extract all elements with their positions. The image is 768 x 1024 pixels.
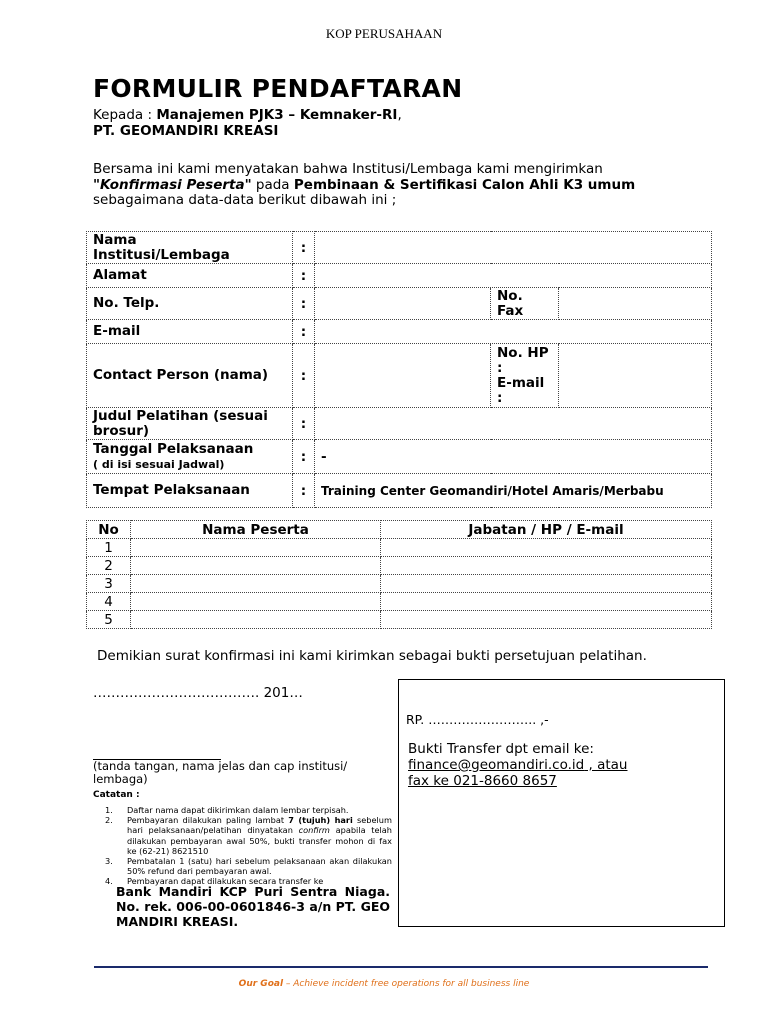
header-no: No: [87, 521, 131, 539]
row-number: 5: [87, 611, 131, 629]
row-contact: [87, 344, 712, 408]
table-row: [87, 611, 712, 629]
label-alamat: Alamat: [87, 264, 293, 288]
catatan-title: Catatan :: [93, 790, 140, 800]
label-tanggal: Tanggal Pelaksanaan ( di isi sesuai Jadwal): [87, 440, 293, 474]
colon: :: [293, 320, 315, 344]
bank-details: Bank Mandiri KCP Puri Sentra Niaga. No. rek. 006-00-0601846-3 a/n PT. GEO MANDIRI KREASI.: [116, 884, 390, 929]
peserta-nama-cell[interactable]: [131, 575, 381, 593]
footer-goal: Our Goal – Achieve incident free operations for all business line: [238, 979, 530, 989]
list-item: 1. Daftar nama dapat dikirimkan dalam lembar terpisah.: [105, 805, 349, 815]
kepada-block: [93, 107, 402, 139]
input-fax[interactable]: [559, 288, 712, 320]
label-judul: Judul Pelatihan (sesuai brosur): [87, 408, 293, 440]
input-email[interactable]: [315, 320, 712, 344]
input-contact-person[interactable]: [315, 344, 491, 408]
row-number: 4: [87, 593, 131, 611]
finance-email-prefix: finance@: [408, 757, 472, 773]
row-tanggal: [87, 440, 712, 474]
kepada-line1: Manajemen PJK3 – Kemnaker-RI: [156, 107, 398, 123]
peserta-table: [86, 520, 712, 629]
peserta-jabatan-cell[interactable]: [381, 593, 712, 611]
row-number: 3: [87, 575, 131, 593]
transfer-line1: Bukti Transfer dpt email ke:: [408, 741, 594, 757]
list-item: 4. Pembayaran dapat dilakukan secara transfer ke: [105, 876, 324, 887]
list-item: 2. Pembayaran dilakukan paling lambat 7 (tujuh) hari sebelum hari pelaksanaan/pelatihan dinyatakan confirm apabila telah dilakukan pembayaran awal 50%, bukti transfer mohon di fax ke (62-21) 8621510: [105, 815, 393, 856]
peserta-nama-cell[interactable]: [131, 593, 381, 611]
colon: :: [293, 288, 315, 320]
intro-line1: Bersama ini kami menyatakan bahwa Institusi/Lembaga kami mengirimkan: [93, 161, 603, 177]
peserta-jabatan-cell[interactable]: [381, 611, 712, 629]
signature-note: (tanda tangan, nama jelas dan cap institusi/ lembaga): [93, 759, 348, 786]
intro-line3: sebagaimana data-data berikut dibawah ini ;: [93, 192, 397, 208]
row-number: 1: [87, 539, 131, 557]
label-hp-email: No. HP : E-mail :: [491, 344, 559, 408]
input-tanggal[interactable]: -: [315, 440, 712, 474]
colon: :: [293, 264, 315, 288]
row-nama: [87, 232, 712, 264]
intro-program: Pembinaan & Sertifikasi Calon Ahli K3 umum: [293, 176, 636, 193]
peserta-jabatan-cell[interactable]: [381, 575, 712, 593]
row-judul: [87, 408, 712, 440]
row-tempat: [87, 474, 712, 508]
table-row: [87, 593, 712, 611]
input-tempat[interactable]: Training Center Geomandiri/Hotel Amaris/Merbabu: [315, 474, 712, 508]
info-table: [86, 231, 712, 508]
peserta-jabatan-cell[interactable]: [381, 539, 712, 557]
peserta-nama-cell[interactable]: [131, 611, 381, 629]
rp-amount: RP. …………………….. ,-: [406, 712, 549, 727]
label-contact-person: Contact Person (nama): [87, 344, 293, 408]
footer-divider: [94, 966, 708, 968]
table-row: [87, 575, 712, 593]
row-email: [87, 320, 712, 344]
kop-perusahaan: KOP PERUSAHAAN: [325, 26, 443, 41]
intro-pada: pada: [251, 176, 294, 193]
colon: :: [293, 474, 315, 508]
intro-paragraph: [93, 162, 713, 209]
table-row: [87, 539, 712, 557]
colon: :: [293, 440, 315, 474]
kepada-line2: PT. GEOMANDIRI KREASI: [93, 123, 279, 139]
header-nama-peserta: Nama Peserta: [131, 521, 381, 539]
row-telp: [87, 288, 712, 320]
input-telp[interactable]: [315, 288, 491, 320]
finance-email-suffix: , atau: [584, 757, 628, 773]
catatan-list: [93, 805, 392, 887]
finance-email-link[interactable]: geomandiri.co.id: [471, 757, 585, 773]
label-telp: No. Telp.: [87, 288, 293, 320]
label-nama: Nama Institusi/Lembaga: [87, 232, 293, 264]
peserta-nama-cell[interactable]: [131, 557, 381, 575]
peserta-nama-cell[interactable]: [131, 539, 381, 557]
place-date: ………………………………. 201…: [93, 685, 303, 701]
closing-statement: Demikian surat konfirmasi ini kami kirimkan sebagai bukti persetujuan pelatihan.: [97, 648, 647, 664]
page-title: FORMULIR PENDAFTARAN: [93, 74, 463, 103]
table-row: [87, 557, 712, 575]
input-nama[interactable]: [315, 232, 712, 264]
list-item: 3. Pembatalan 1 (satu) hari sebelum pelaksanaan akan dilakukan 50% refund dari pembayaran awal.: [105, 856, 392, 877]
kepada-comma: ,: [397, 107, 402, 123]
label-tempat: Tempat Pelaksanaan: [87, 474, 293, 508]
transfer-info: [408, 741, 628, 789]
label-fax: No. Fax: [491, 288, 559, 320]
kepada-label: Kepada :: [93, 107, 157, 123]
colon: :: [293, 344, 315, 408]
input-judul[interactable]: [315, 408, 712, 440]
peserta-jabatan-cell[interactable]: [381, 557, 712, 575]
input-alamat[interactable]: [315, 264, 712, 288]
intro-konfirmasi: "Konfirmasi Peserta": [93, 176, 252, 193]
header-jabatan: Jabatan / HP / E-mail: [381, 521, 712, 539]
row-alamat: [87, 264, 712, 288]
colon: :: [293, 408, 315, 440]
colon: :: [293, 232, 315, 264]
fax-number: fax ke 021-8660 8657: [408, 773, 557, 789]
label-email: E-mail: [87, 320, 293, 344]
row-number: 2: [87, 557, 131, 575]
input-hp-email[interactable]: [559, 344, 712, 408]
